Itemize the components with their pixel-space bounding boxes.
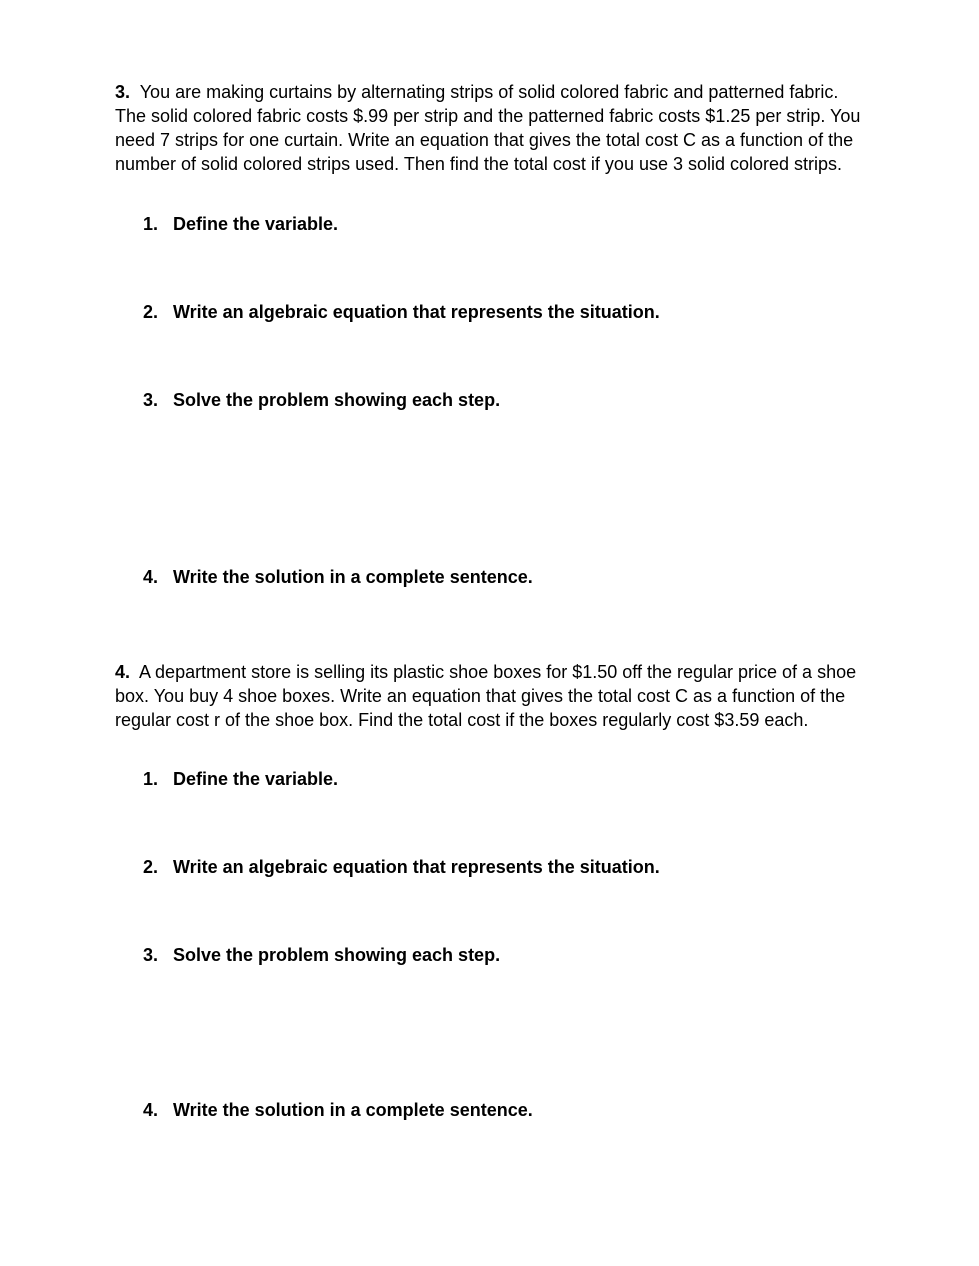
problem-3-prompt	[115, 80, 867, 176]
problem-3-step-1	[143, 212, 338, 236]
step-number: 1.	[143, 214, 159, 234]
step-label: Write an algebraic equation that represents the situation.	[173, 302, 660, 322]
step-number: 1.	[143, 769, 159, 789]
step-label: Write the solution in a complete sentence.	[173, 567, 533, 587]
step-label: Solve the problem showing each step.	[173, 390, 501, 410]
step-label: Define the variable.	[173, 214, 339, 234]
problem-3-step-3	[143, 388, 500, 412]
problem-4-step-4	[143, 1098, 533, 1122]
problem-4-step-3	[143, 943, 500, 967]
problem-number: 4.	[115, 662, 131, 682]
problem-number: 3.	[115, 82, 131, 102]
step-label: Write an algebraic equation that represents the situation.	[173, 857, 660, 877]
problem-4-step-1	[143, 767, 338, 791]
step-number: 3.	[143, 945, 159, 965]
problem-text: A department store is selling its plastic shoe boxes for $1.50 off the regular price of a shoe box. You buy 4 shoe boxes. Write an equation that gives the total cost C as a function of the regular cost r of the shoe box. Find the total cost if the boxes regularly cost $3.59 each.	[115, 662, 857, 730]
step-number: 4.	[143, 1100, 159, 1120]
problem-3-step-4	[143, 565, 533, 589]
step-number: 2.	[143, 857, 159, 877]
problem-4-prompt	[115, 660, 867, 732]
step-number: 2.	[143, 302, 159, 322]
step-number: 3.	[143, 390, 159, 410]
step-label: Define the variable.	[173, 769, 339, 789]
step-label: Solve the problem showing each step.	[173, 945, 501, 965]
problem-3-step-2	[143, 300, 660, 324]
step-number: 4.	[143, 567, 159, 587]
problem-text: You are making curtains by alternating strips of solid colored fabric and patterned fabric. The solid colored fabric costs $.99 per strip and the patterned fabric costs $1.25 per strip. You need 7 strips for one curtain. Write an equation that gives the total cost C as a function of the number of solid colored strips used. Then find the total cost if you use 3 solid colored strips.	[115, 82, 861, 174]
step-label: Write the solution in a complete sentence.	[173, 1100, 533, 1120]
problem-4-step-2	[143, 855, 660, 879]
